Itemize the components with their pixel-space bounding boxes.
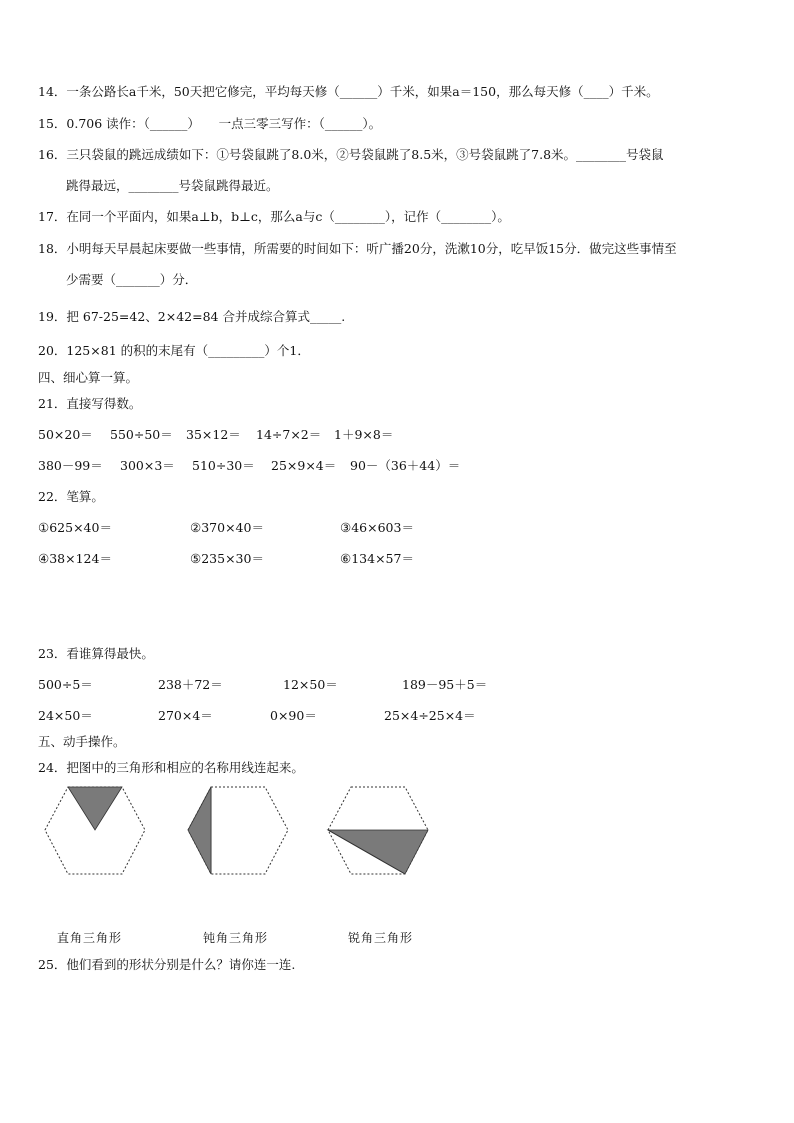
section-5-title: 五、动手操作。 — [38, 734, 126, 749]
quick-calc-item: 500÷5＝ — [38, 677, 93, 692]
written-calc-item: ②370×40＝ — [190, 520, 264, 535]
calc-item: 90－（36＋44）＝ — [350, 458, 461, 473]
q20: 20．125×81 的积的末尾有（_________）个1． — [38, 343, 310, 358]
written-calc-item: ⑤235×30＝ — [190, 551, 264, 566]
q22: 22．笔算。 — [38, 489, 104, 504]
calc-item: 50×20＝ — [38, 427, 93, 442]
written-calc-item: ③46×603＝ — [340, 520, 414, 535]
quick-calc-item: 270×4＝ — [158, 708, 213, 723]
calc-item: 550÷50＝ — [110, 427, 173, 442]
q16-line1: 16．三只袋鼠的跳远成绩如下：①号袋鼠跳了8.0米，②号袋鼠跳了8.5米，③号袋鼠跳了7.8米。________号袋鼠 — [38, 147, 664, 162]
shaded-triangle — [68, 787, 122, 830]
quick-calc-item: 12×50＝ — [283, 677, 338, 692]
calc-item: 35×12＝ — [186, 427, 241, 442]
calc-item: 1＋9×8＝ — [334, 427, 394, 442]
q15: 15．0.706 读作：（______） 一点三零三写作：（______）。 — [38, 116, 382, 131]
quick-calc-item: 238＋72＝ — [158, 677, 223, 692]
q18-line2: 少需要（_______）分． — [66, 272, 198, 287]
label-right-triangle: 直角三角形 — [57, 931, 123, 945]
q14: 14．一条公路长a千米，50天把它修完，平均每天修（______）千米，如果a＝150，那么每天修（____）千米。 — [38, 84, 659, 99]
label-obtuse-triangle: 钝角三角形 — [203, 931, 269, 945]
hexagon-figure-1 — [42, 784, 148, 878]
quick-calc-item: 25×4÷25×4＝ — [384, 708, 476, 723]
q25: 25．他们看到的形状分别是什么？请你连一连. — [38, 957, 296, 972]
written-calc-item: ①625×40＝ — [38, 520, 112, 535]
shaded-triangle — [188, 787, 211, 874]
shaded-triangle — [328, 830, 428, 874]
q18-line1: 18．小明每天早晨起床要做一些事情，所需要的时间如下：听广播20分，洗漱10分，吃早饭15分．做完这些事情至 — [38, 241, 677, 256]
written-calc-item: ④38×124＝ — [38, 551, 112, 566]
calc-item: 14÷7×2＝ — [256, 427, 322, 442]
q24: 24．把图中的三角形和相应的名称用线连起来。 — [38, 760, 304, 775]
label-acute-triangle: 锐角三角形 — [348, 931, 414, 945]
calc-item: 380－99＝ — [38, 458, 103, 473]
hexagon-figure-3 — [325, 784, 431, 878]
q19: 19．把 67-25=42、2×42=84 合并成综合算式_____. — [38, 309, 346, 324]
q23: 23．看谁算得最快。 — [38, 646, 154, 661]
hexagon-figure-2 — [185, 784, 291, 878]
quick-calc-item: 0×90＝ — [270, 708, 317, 723]
calc-item: 300×3＝ — [120, 458, 175, 473]
written-calc-item: ⑥134×57＝ — [340, 551, 414, 566]
q21: 21．直接写得数。 — [38, 396, 142, 411]
quick-calc-item: 189－95＋5＝ — [402, 677, 488, 692]
q16-line2: 跳得最远，________号袋鼠跳得最近。 — [66, 178, 279, 193]
section-4-title: 四、细心算一算。 — [38, 370, 139, 385]
quick-calc-item: 24×50＝ — [38, 708, 93, 723]
calc-item: 25×9×4＝ — [271, 458, 337, 473]
calc-item: 510÷30＝ — [192, 458, 255, 473]
q17: 17．在同一个平面内，如果a⊥b，b⊥c，那么a与c（________），记作（________）。 — [38, 209, 510, 224]
